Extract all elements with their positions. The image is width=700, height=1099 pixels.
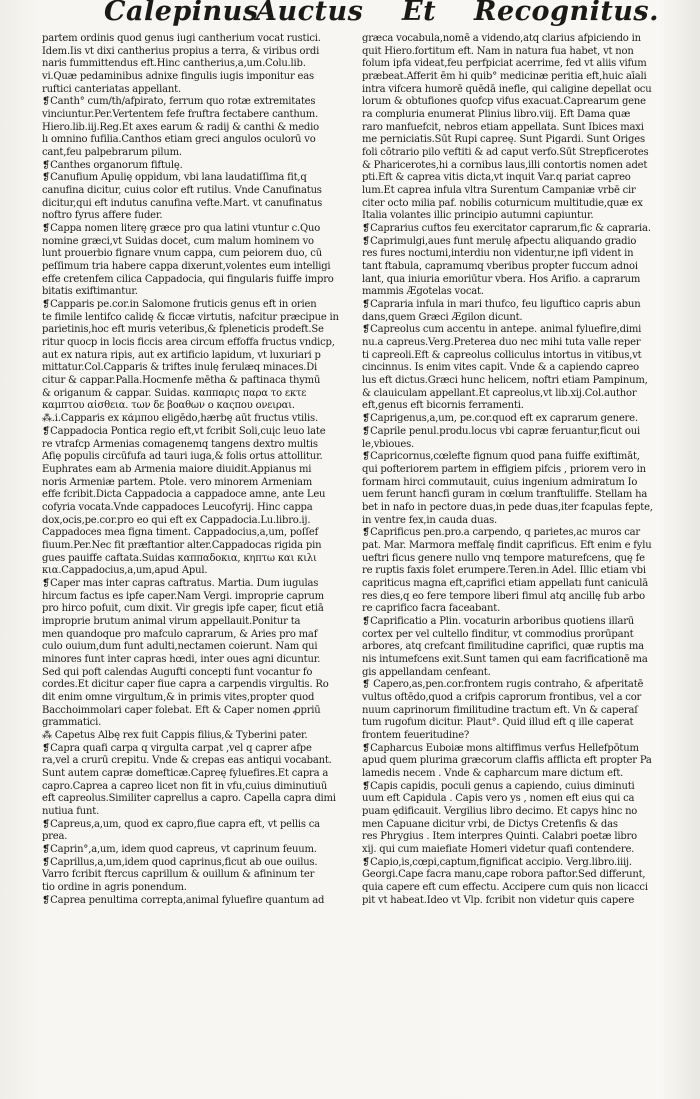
text-line: noris Armeniæ partem. Ptole. vero minorem Armeniam	[42, 476, 313, 488]
text-line: ❡Capharcus Euboiæ mons altiffimus verfus Hellefpōtum	[362, 742, 639, 754]
text-line: dox,ocis,pe.cor.pro eo qui eft ex Cappadocia.Lu.libro.ij.	[42, 514, 311, 526]
text-line: frontem feueritudine?	[362, 729, 470, 741]
text-line: & origanum & cappar. Suidas. καππαρις παρα το εκτε	[42, 387, 307, 399]
text-line: Cappadoces mea figna timent. Cappadocius,a,um, poſſef	[42, 527, 319, 539]
text-line: dicitur,qui eft indutus canufina vefte.Mart. vt canufinatus	[42, 197, 323, 209]
text-line: ueftri ficus genere nullo vnq tempore maturefcens, quę fe	[362, 552, 645, 564]
text-line: intra vifcera humorē quēdā inefle, qui caligine depellat ocu	[362, 83, 652, 95]
text-line: re caprifico facra faceabant.	[362, 603, 501, 615]
text-line: lorum & obtufiones quofcp vifus exacuat.Caprearum gene	[362, 96, 646, 108]
text-line: in ventre fex,in cauda duas.	[362, 514, 498, 526]
text-line: ra,vel a crurū crepitu. Vnde & crepas eas antiqui vocabant.	[42, 755, 332, 767]
text-line: ❡Caprigenus,a,um, pe.cor.quod eft ex caprarum genere.	[362, 413, 638, 425]
text-line: ❡Caprile penul.produ.locus vbi capræ feruantur,ficut oui	[362, 425, 640, 437]
text-line: gis appellandam cenfeant.	[362, 666, 491, 678]
text-line: aut ex natura ripis, aut ex artificio lapidum, vt luxuriari p	[42, 349, 321, 361]
text-line: lum.Et caprea infula vltra Surentum Campaniæ vrbē cir	[362, 185, 636, 197]
text-line: ⁂ Capetus Albę rex fuit Cappis filius,& Tyberini pater.	[42, 729, 308, 741]
header-word-4: Recognitus.	[474, 0, 660, 27]
text-line: ❡Caprin°,a,um, idem quod capreus, vt caprinum feuum.	[42, 844, 317, 855]
text-line: res fures noctumi,interdiu non videntur,ne ipfi vident in	[362, 248, 634, 260]
text-line: καμπτου αἰσθεια. των δε βοαθων ο καςπου ονειραι.	[42, 400, 295, 412]
text-line: quia capere eft cum effectu. Accipere cum quis non licacci	[362, 882, 648, 894]
text-line: ❡Caprillus,a,um,idem quod caprinus,ficut ab oue ouilus.	[42, 856, 318, 868]
text-line: lı omnino fufilia.Canthos etiam greci angulos oculorū vo	[42, 134, 316, 146]
text-line: Varro fcribit ftercus caprillum & ouillum & afininum ter	[42, 869, 315, 881]
text-line: grammatici.	[42, 717, 102, 729]
text-line: xij. qui cum maiefiate Homeri videtur quafi contendere.	[362, 844, 635, 855]
text-line: Georgi.Cape facra manu,cape robora paftor.Sed differunt,	[362, 869, 646, 881]
text-line: arbores, atq crefcant fimilitudine caprifici, quæ ruptis ma	[362, 641, 644, 653]
text-line: prea.	[42, 831, 68, 843]
text-line: capriticus magna eft,caprifici etiam appellatı funt caniculā	[362, 577, 648, 589]
text-line: cant,feu palpebrarum pilum.	[42, 147, 182, 159]
text-line: pit vt habeat.Ideo vt Vlp. fcribit non videtur quis capere	[362, 894, 635, 906]
text-line: lunt prouerbio fignare vnum cappa, cum peiorem duo, cū	[42, 248, 322, 260]
text-line: nomine græci,vt Suidas docet, cum malum hominem vo	[42, 235, 314, 247]
text-line: dit enim omne virgultum,& in primis vites,propter quod	[42, 691, 315, 703]
text-line: ❡Capio,is,cœpi,captum,fignificat accipio. Verg.libro.iiij.	[362, 856, 632, 868]
text-line: mammis Ægotelas vocat.	[362, 286, 484, 298]
text-line: hircum factus es ipfe caper.Nam Vergi. improprie caprum	[42, 590, 324, 602]
text-line: Italia volantes illic principio autumni capiuntur.	[362, 210, 594, 222]
text-line: qui pofteriorem partem in effigiem pifcis , priorem vero in	[362, 463, 646, 475]
header-word-1: Calepinus	[104, 0, 259, 27]
text-line: res dies,q eo fere tempore liberi fimul atq ancillę fub arbo	[362, 590, 645, 602]
text-line: quit Hiero.fortitum eft. Nam in natura fua habet, vt non	[362, 45, 634, 57]
right-text-column	[362, 33, 662, 907]
text-line: nutiua funt.	[42, 805, 100, 817]
text-line: dans,quem Græci Ægilon dicunt.	[362, 311, 523, 323]
text-line: ❡Cappadocia Pontica regio eft,vt fcribit Soli,cuįc leuo late	[42, 425, 326, 437]
text-line: pro hirco pofuit, cum dixit. Vir gregis ipfe caper, ficut etiā	[42, 603, 324, 615]
text-line: cortex per vel cultello finditur, vt commodius prorūpant	[362, 628, 634, 640]
text-line: res Phrygius . Item interpres Quinti. Calabri poetæ libro	[362, 831, 637, 843]
text-line: capro.Caprea a capreo licet non fit in vfu,cuius diminutiuū	[42, 780, 328, 792]
text-line: ⁂.i.Capparis ex κάμπου eligēdo,hærbę aūt fructus vtilis.	[42, 413, 318, 425]
text-line: citer octo milia paf. nobilis coturnicum multitudie,quæ ex	[362, 197, 643, 209]
text-line: præbeat.Afferit ēm hi quib° medicinæ peritia eft,huic aīali	[362, 71, 647, 83]
text-line: ra compluria enumerat Plinius libro.viij. Eft Dama quæ	[362, 109, 631, 121]
text-line: naris fummittendus eft.Hinc cantherius,a,um.Colu.lib.	[42, 58, 306, 70]
text-line: Hiero.lib.iij.Reg.Et axes earum & radij & canthi & medio	[42, 121, 319, 133]
text-line: ❡Capraria infula in mari thufco, feu liguftico capris abun	[362, 299, 641, 311]
text-line: vinciuntur.Per.Vertentem fefe fruftra fectabere canthum.	[42, 109, 319, 121]
text-line: ❡Caprificus pen.pro.a carpendo, q parietes,ac muros car	[362, 527, 640, 539]
text-line: peſſimum tria habere cappa dixerunt,volentes eum intelligi	[42, 261, 331, 273]
text-line: nu.a capreus.Verg.Preterea duo nec mihi tuta valle reper	[362, 337, 641, 349]
text-line: ❡Cappa nomen literę græce pro qua latini vtuntur c.Quo	[42, 223, 321, 235]
text-line: te fimile lentifco calidę & ficcæ virtutis, nafcitur præcipue in	[42, 311, 339, 323]
text-line: ruftici canteriatas appellant.	[42, 83, 181, 95]
text-line: lant, qua iniuria emoriūtur vbera. Hos Arifio. a caprarum	[362, 273, 641, 285]
header-word-3: Et	[402, 0, 437, 27]
left-text-column	[42, 33, 342, 907]
text-line: græca vocabula,nomē a videndo,atq clarius afpiciendo in	[362, 33, 641, 44]
text-line: ❡Caprea penultima correpta,animal fyluefire quantum ad	[42, 894, 325, 906]
text-line: ❡Capreolus cum accentu in antepe. animal fyluefire,dimi	[362, 324, 642, 336]
text-line: men Capuane dicitur vrbi, de Dictys Cretenfis & das	[362, 818, 618, 830]
text-line: re vtrafcp Armenias comagenemq tangens dextro multis	[42, 438, 318, 450]
text-line: & clauiculam appellant.Et capreolus,vt lib.xij.Col.author	[362, 387, 637, 399]
text-line: ❡Caprimulgi,aues funt merulę afpectu aliquando gradio	[362, 235, 637, 247]
text-line: formam hirci commutauit, cuius ingenium admiratum Io	[362, 476, 638, 488]
text-line: tum rugofum dicitur. Plaut°. Quid illud eft q ille caperat	[362, 717, 634, 729]
text-line: ❡Canthes organorum fiftulę.	[42, 159, 183, 171]
text-line: raro manfuefcit, nebros etiam appellata. Sunt Ibices maxi	[362, 121, 644, 133]
text-line: ❡Capricornus,cœlefte fignum quod pana fuiffe exiftimāt,	[362, 451, 640, 463]
text-line: ❡Capis capidis, poculi genus a capiendo, cuius diminuti	[362, 780, 635, 792]
text-line: ❡Capreus,a,um, quod ex capro,fiue capra eft, vt pellis ca	[42, 818, 320, 830]
running-header	[0, 0, 700, 30]
text-line: bet in nafo in pectore duas,in pede duas,iter fcapulas fepte,	[362, 501, 653, 513]
text-line: Idem.Iis vt dixi cantherius propius a terra, & viribus ordi	[42, 45, 320, 57]
text-line: lus eft dictus.Græci hunc helicem, noftri etiam Pampinum,	[362, 375, 648, 387]
text-line: effe cretenfem cilica Cappadocia, qui fingularis fuiffe impro	[42, 273, 334, 285]
text-line: ❡Canufium Apulię oppidum, vbi lana laudatiſſima fit,q	[42, 172, 307, 184]
text-line: Afię populis circūfufa ad tauri iuga,& folis ortus attollitur.	[42, 451, 323, 463]
text-line: lamedis necem . Vnde & capharcum mare dictum eft.	[362, 767, 624, 779]
text-line: partem ordinis quod genus iugi cantherium vocat rustici.	[42, 33, 321, 44]
text-line: uum eft Capidula . Capis vero ys , nomen eft eius qui ca	[362, 793, 635, 805]
text-line: minores funt inter capras hœdi, inter oues agni dicuntur.	[42, 653, 321, 665]
text-line: re ruptis faxis folet erumpere.Teren.in Adel. Illic etiam vbi	[362, 565, 646, 577]
text-line: nuum caprinorum fimilitudine tractum eft. Vn & caperaſ	[362, 704, 638, 716]
text-line: folum ipfa videat,feu perfpiciat acerrime, fed vt aliis vifum	[362, 58, 647, 70]
text-line: noftro fyrus affere fuder.	[42, 210, 163, 222]
text-line: men quandoque pro mafculo caprarum, & Aries pro maf	[42, 628, 318, 640]
text-line: culo ouium,dum funt adulti,nectamen coierunt. Nam qui	[42, 641, 318, 653]
text-line: canufina dicitur, cuius color eft rutilus. Vnde Canufinatus	[42, 185, 322, 197]
header-word-2: Auctus	[256, 0, 364, 27]
text-line: parietinis,hoc eft muris veteribus,& fpleneticis prodeft.Se	[42, 324, 324, 336]
text-line: le,vbioues.	[362, 438, 415, 450]
text-line: bitatis exiftimantur.	[42, 286, 138, 298]
text-line: & Pharicerotes,hi a cornibus laus,illi contortis nomen adet	[362, 159, 648, 171]
text-line: effe fcribit.Dicta Cappadocia a cappadoce amne, ante Leu	[42, 489, 326, 501]
text-line: ❡Capparis pe.cor.in Salomone fruticis genus eft in orien	[42, 299, 317, 311]
text-line: κια.Cappadocius,a,um,apud Apul.	[42, 565, 208, 577]
text-line: Euphrates eam ab Armenia maiore diuidit.Appianus mi	[42, 463, 312, 475]
text-line: tant ftabula, capramumq vberibus propter fuccum adnoi	[362, 261, 638, 273]
text-line: me perniciatis.Sūt Rupi capreę. Sunt Pigardi. Sunt Origes	[362, 134, 645, 146]
text-line: vi.Quæ pedaminibus adnixe fingulis iugis imponitur eas	[42, 71, 314, 83]
text-line: tio ordine in agris ponendum.	[42, 882, 187, 894]
text-line: ❡Canth° cum/th/afpirato, ferrum quo rotæ extremitates	[42, 96, 316, 108]
text-line: ❡Caprarius cuftos feu exercitator caprarum,fic & capraria.	[362, 223, 651, 235]
text-line: ritur quocp in locis ficcis area circum effoffa fructus vndicp,	[42, 337, 335, 349]
text-line: mittatur.Col.Capparis & triftes inulę ferulæq minaces.Di	[42, 362, 318, 374]
text-line: ❡ Capero,as,pen.cor.frontem rugis contraho, & afperitatē	[362, 679, 644, 691]
text-line: improprie brutum animal virum appellauit.Ponitur ta	[42, 615, 301, 627]
text-line: nis intumefcens exit.Sunt tamen qui eam facrificationē ma	[362, 653, 648, 665]
text-line: foli cōtrario pilo veftiti & ad caput verfo.Sūt Strepficerotes	[362, 147, 649, 159]
text-line: pat. Mar. Marmora meffalę findit caprificus. Eft enim e fylu	[362, 539, 652, 551]
text-line: Bacchoimmolari caper folebat. Eft & Caper nomen ꝓpriū	[42, 704, 321, 716]
text-line: eft capreolus.Similiter caprellus a capro. Capella capra dimi	[42, 793, 336, 805]
text-line: puam ędificauit. Vergilius libro decimo. Et capys hinc no	[362, 805, 638, 817]
text-line: ❡Caper mas inter capras caftratus. Martia. Dum iugulas	[42, 577, 319, 589]
text-line: cincinnus. Is enim vites capit. Vnde & a capiendo capreo	[362, 362, 639, 374]
text-line: uem ferunt hancfi guram in cœlum tranftuliffe. Stellam ha	[362, 489, 648, 501]
text-line: pti.Eft & caprea vitis dicta,vt inquit Var.q pariat capreo	[362, 172, 631, 184]
text-line: vultus oftēdo,quod a crifpis caprorum frontibus, vel a cor	[362, 691, 642, 703]
text-line: ti capreoli.Eft & capreolus colliculus intortus in vitibus,vt	[362, 349, 642, 361]
text-line: gues pauiffe caftata.Suidas καππαδοκια, κηπτω και κιλι	[42, 552, 317, 564]
text-line: cordes.Et dicitur caper fiue capra a carpendis virgultis. Ro	[42, 679, 329, 691]
text-line: ❡Capra quafi carpa q virgulta carpat ,vel q caprer afpe	[42, 742, 312, 754]
text-line: fiuum.Per.Nec fit præftantior alter.Cappadocas rigida pin	[42, 539, 322, 551]
text-line: citur & cappar.Palla.Hocmenfe mētha & paftinaca thymū	[42, 375, 321, 387]
text-line: Sunt autem capræ domefticæ.Capreę fyluefires.Et capra a	[42, 767, 329, 779]
text-line: Sed qui poft calendas Augufti concepti funt vocantur fo	[42, 666, 313, 678]
text-line: apud quem plurima græcorum claffis afflicta eft propter Pa	[362, 755, 652, 767]
text-line: eft,genus eft bicornis ferramenti.	[362, 400, 524, 412]
text-line: ❡Caprificatio a Plin. vocaturin arboribus quotiens illarū	[362, 615, 635, 627]
text-line: cofyria vocata.Vnde cappadoces Leucofyrij. Hinc cappa	[42, 501, 313, 513]
